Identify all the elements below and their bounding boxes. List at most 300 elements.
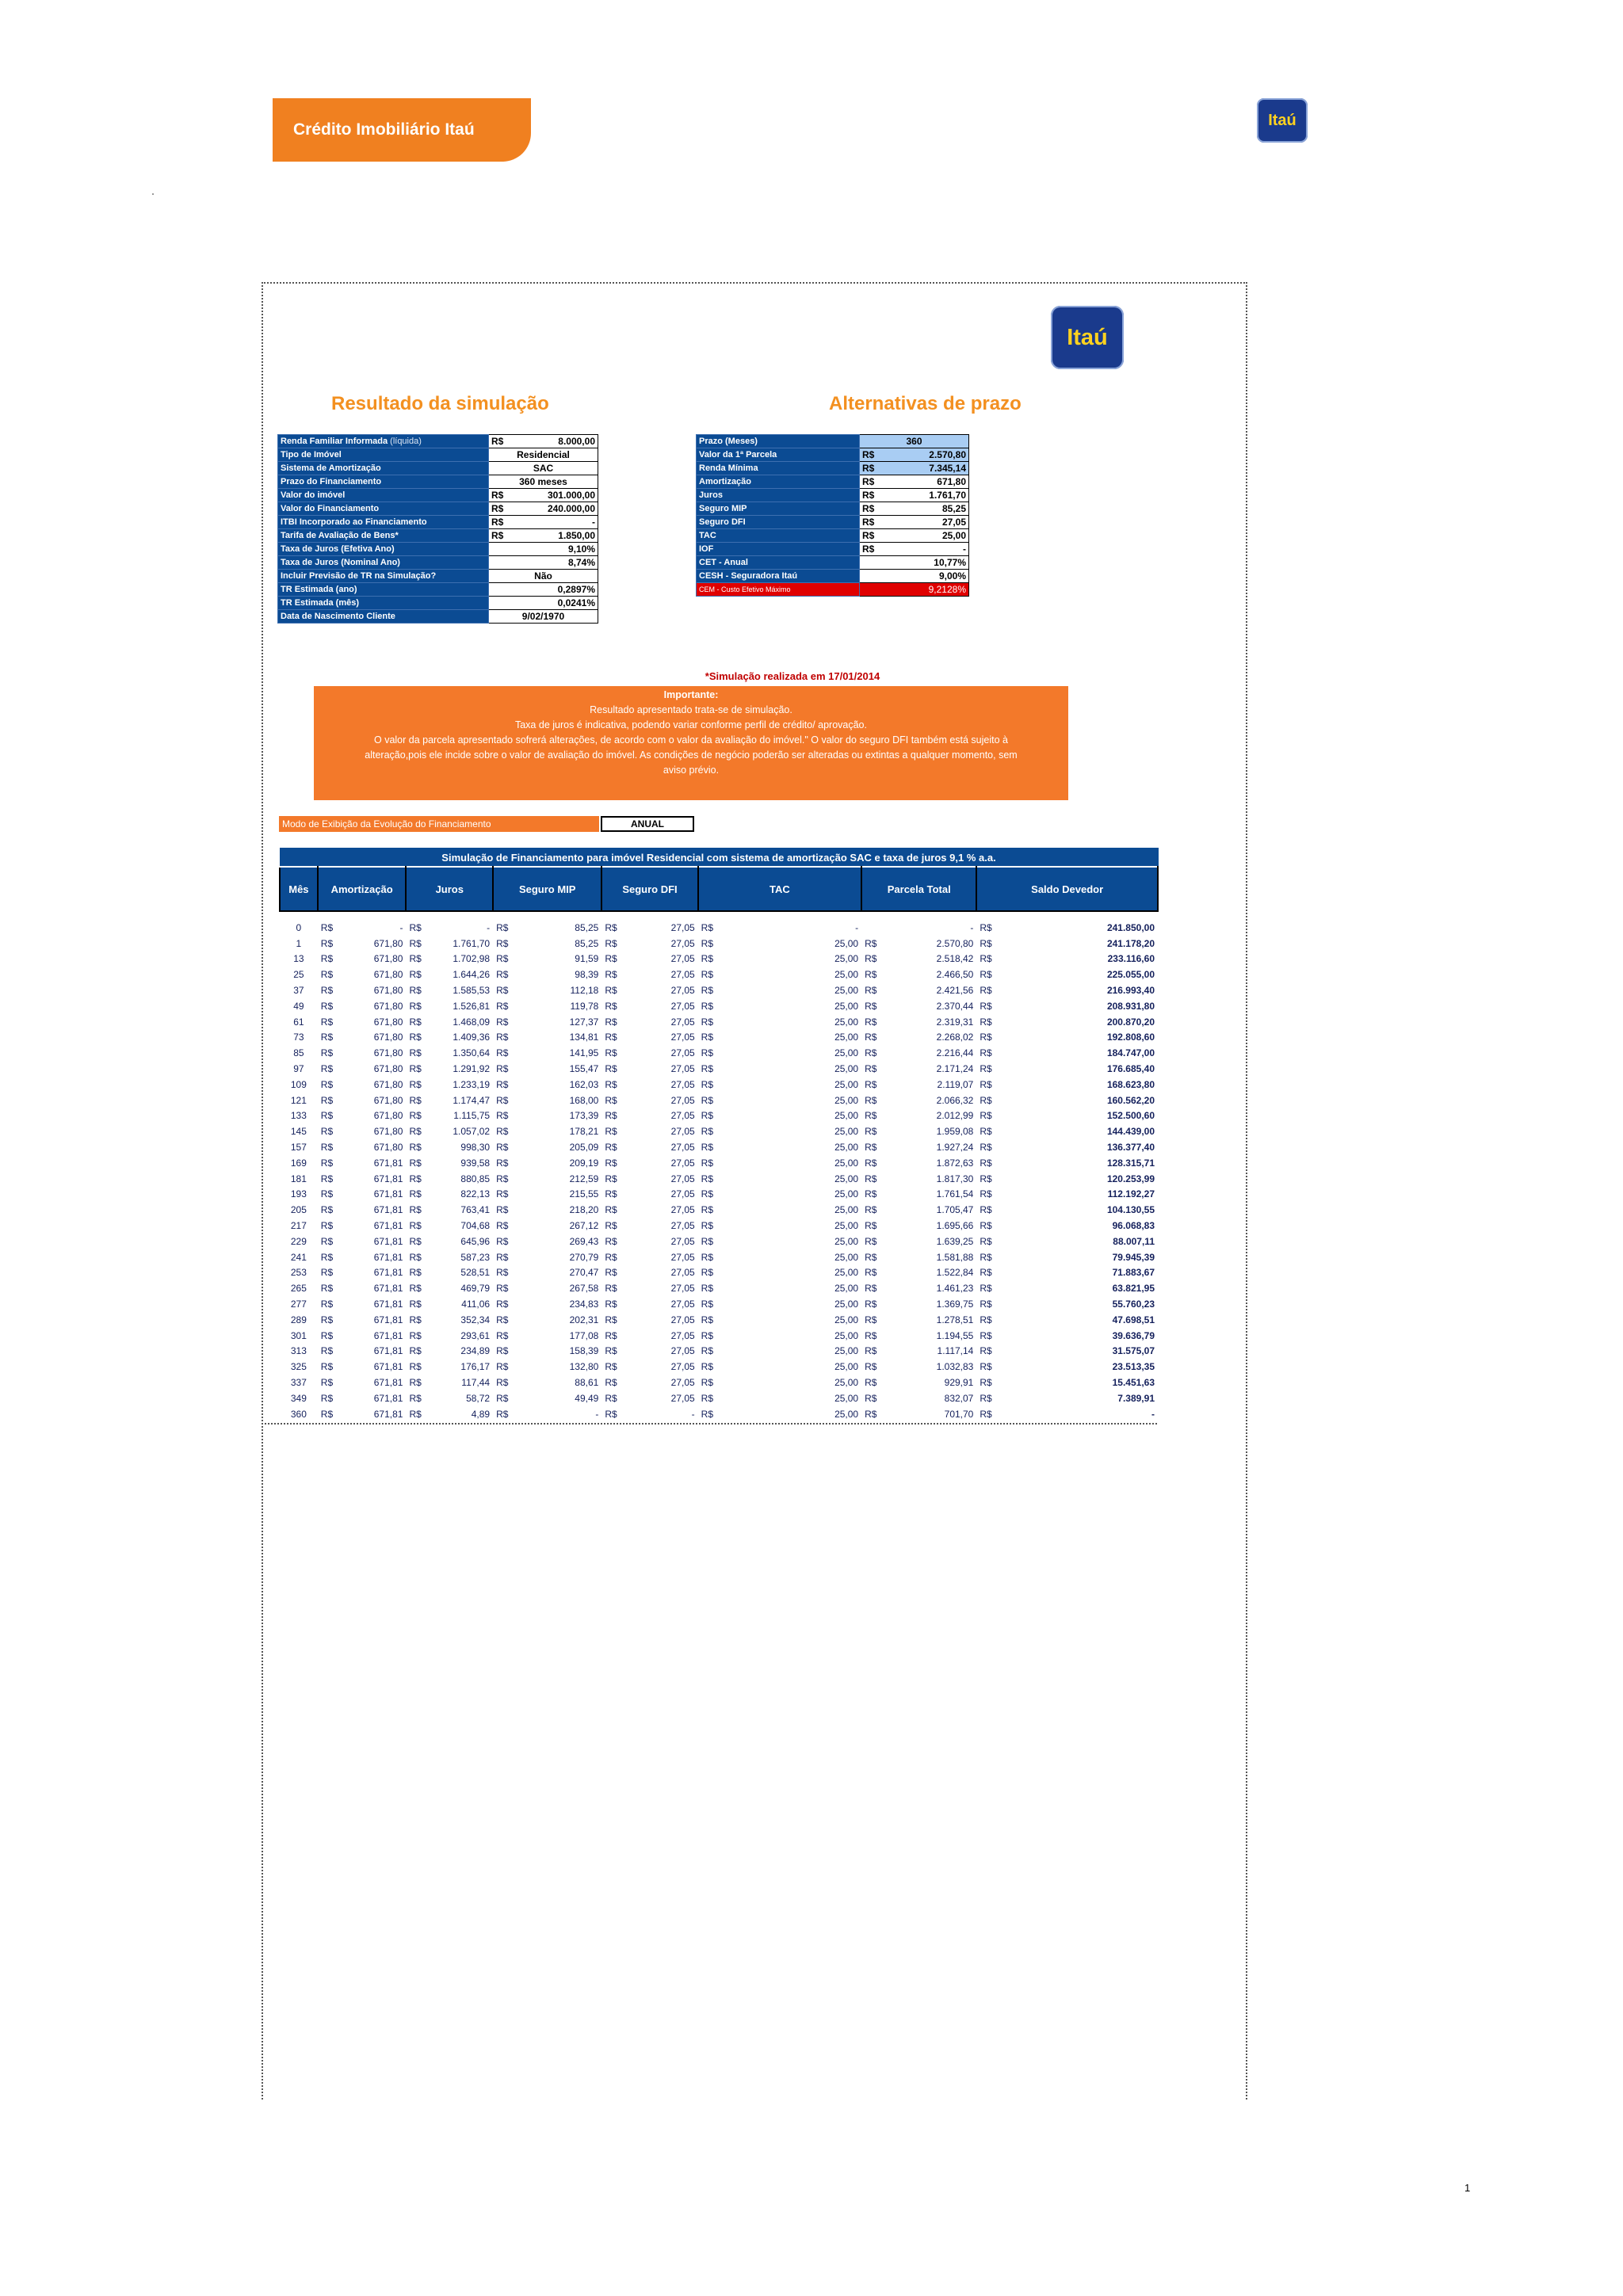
cell-juros: 1.702,98 <box>453 953 491 965</box>
currency-symbol: R$ <box>980 1345 992 1357</box>
currency-symbol: R$ <box>980 1032 992 1043</box>
cell-saldo-devedor: 144.439,00 <box>1106 1126 1155 1138</box>
currency-symbol: R$ <box>605 1000 617 1012</box>
currency-symbol: R$ <box>320 1078 334 1090</box>
currency-symbol: R$ <box>865 1283 877 1295</box>
currency-symbol: R$ <box>409 953 422 965</box>
currency-symbol: R$ <box>605 1204 617 1216</box>
currency-symbol: R$ <box>320 1047 334 1059</box>
alternativas-title: Alternativas de prazo <box>829 393 1022 414</box>
resultado-label <box>278 543 489 556</box>
currency-symbol: R$ <box>605 1235 617 1247</box>
currency-symbol: R$ <box>701 1204 714 1216</box>
cell-amortizacao: - <box>399 921 403 933</box>
alternativas-value: 1.761,70 <box>882 489 969 502</box>
currency-symbol: R$ <box>409 1157 422 1169</box>
cell-parcela-total: 1.959,08 <box>936 1126 974 1138</box>
cell-mes: 49 <box>293 1000 304 1012</box>
currency-symbol: R$ <box>409 1063 422 1075</box>
cell-juros: 1.057,02 <box>453 1126 491 1138</box>
currency-symbol: R$ <box>865 1361 877 1373</box>
cell-seguro-dfi: 27,05 <box>670 1314 695 1325</box>
col-header-saldo-devedor: Saldo Devedor <box>976 867 1158 911</box>
resultado-label-text: ITBI Incorporado ao Financiamento <box>281 517 427 527</box>
currency-symbol: R$ <box>980 1000 992 1012</box>
cell-parcela-total: 929,91 <box>944 1377 974 1388</box>
schedule-row <box>280 1406 1158 1422</box>
cell-mes: 61 <box>293 1016 304 1028</box>
currency-symbol: R$ <box>320 1000 334 1012</box>
currency-symbol: R$ <box>860 543 882 556</box>
resultado-value: 9,10% <box>489 543 598 556</box>
alternativas-label: Seguro DFI <box>697 516 860 529</box>
alternativas-row <box>697 556 969 570</box>
currency-symbol: R$ <box>409 1283 422 1295</box>
resultado-row <box>278 556 598 570</box>
schedule-row <box>280 1344 1158 1360</box>
currency-symbol: R$ <box>701 1329 714 1341</box>
col-header-juros: Juros <box>406 867 493 911</box>
currency-symbol: R$ <box>320 1283 334 1295</box>
cell-mes: 277 <box>290 1299 307 1310</box>
currency-symbol: R$ <box>409 1299 422 1310</box>
currency-symbol: R$ <box>865 1377 877 1388</box>
cell-amortizacao: 671,81 <box>373 1157 403 1169</box>
currency-symbol: R$ <box>701 1392 714 1404</box>
simulation-date: *Simulação realizada em 17/01/2014 <box>705 670 880 682</box>
currency-symbol: R$ <box>320 1204 334 1216</box>
cell-seguro-dfi: 27,05 <box>670 1329 695 1341</box>
schedule-title: Simulação de Financiamento para imóvel Residencial com sistema de amortização SAC e taxa de juros 9,1 % a.a. <box>280 849 1158 868</box>
cell-mes: 193 <box>290 1188 307 1200</box>
currency-symbol: R$ <box>496 1329 509 1341</box>
alternativas-value: 27,05 <box>882 516 969 529</box>
currency-symbol: R$ <box>320 1016 334 1028</box>
resultado-row <box>278 462 598 475</box>
cell-juros: 763,41 <box>460 1204 491 1216</box>
currency-symbol: R$ <box>496 1188 509 1200</box>
currency-symbol: R$ <box>865 1314 877 1325</box>
cell-mes: 229 <box>290 1235 307 1247</box>
cell-parcela-total: 2.518,42 <box>936 953 974 965</box>
currency-symbol: R$ <box>980 1329 992 1341</box>
cell-saldo-devedor: 152.500,60 <box>1106 1110 1155 1122</box>
currency-symbol: R$ <box>409 1173 422 1184</box>
cell-amortizacao: 671,80 <box>373 1063 403 1075</box>
cell-parcela-total: 1.695,66 <box>936 1220 974 1232</box>
schedule-row <box>280 1155 1158 1171</box>
alternativas-label: IOF <box>697 543 860 556</box>
currency-symbol: R$ <box>701 1078 714 1090</box>
currency-symbol: R$ <box>865 1078 877 1090</box>
cell-mes: 253 <box>290 1267 307 1279</box>
cell-saldo-devedor: 55.760,23 <box>1112 1299 1155 1310</box>
currency-symbol: R$ <box>701 1220 714 1232</box>
schedule-row <box>280 1390 1158 1406</box>
cell-saldo-devedor: 7.389,91 <box>1117 1392 1155 1404</box>
currency-symbol: R$ <box>605 1016 617 1028</box>
alternativas-table <box>696 434 969 597</box>
cell-mes: 217 <box>290 1220 307 1232</box>
cell-parcela-total: 1.117,14 <box>937 1345 974 1357</box>
currency-symbol: R$ <box>860 475 882 489</box>
resultado-value: 8.000,00 <box>511 435 598 448</box>
notice-heading: Importante: <box>663 689 719 700</box>
cell-juros: 1.585,53 <box>453 985 491 997</box>
notice-line: Resultado apresentado trata-se de simulação. <box>590 704 792 715</box>
cell-tac: 25,00 <box>834 1377 859 1388</box>
cell-mes: 265 <box>290 1283 307 1295</box>
header-title: Crédito Imobiliário Itaú <box>273 98 531 162</box>
currency-symbol: R$ <box>865 1392 877 1404</box>
currency-symbol: R$ <box>701 1000 714 1012</box>
alternativas-label: Juros <box>697 489 860 502</box>
resultado-label-text: Tarifa de Avaliação de Bens* <box>281 531 399 540</box>
currency-symbol: R$ <box>605 1032 617 1043</box>
currency-symbol: R$ <box>980 937 992 949</box>
currency-symbol: R$ <box>496 937 509 949</box>
cell-saldo-devedor: 112.192,27 <box>1107 1188 1155 1200</box>
schedule-row <box>280 1375 1158 1390</box>
cell-saldo-devedor: 128.315,71 <box>1106 1157 1155 1169</box>
cell-saldo-devedor: 96.068,83 <box>1112 1220 1155 1232</box>
currency-symbol: R$ <box>320 1032 334 1043</box>
cell-tac: 25,00 <box>834 1361 859 1373</box>
currency-symbol: R$ <box>865 1251 877 1263</box>
currency-symbol: R$ <box>496 1392 509 1404</box>
cell-mes: 325 <box>290 1361 307 1373</box>
currency-symbol: R$ <box>701 1047 714 1059</box>
currency-symbol: R$ <box>409 1016 422 1028</box>
itau-logo-small: Itaú <box>1257 98 1308 143</box>
schedule-row <box>280 1312 1158 1328</box>
schedule-row <box>280 1328 1158 1344</box>
currency-symbol: R$ <box>320 1408 334 1420</box>
cell-mes: 25 <box>293 969 304 981</box>
currency-symbol: R$ <box>980 1016 992 1028</box>
cell-juros: 1.409,36 <box>453 1032 491 1043</box>
alternativas-value: 7.345,14 <box>882 462 969 475</box>
cell-tac: 25,00 <box>834 1329 859 1341</box>
currency-symbol: R$ <box>320 1377 334 1388</box>
cell-juros: 1.115,75 <box>453 1110 491 1122</box>
frame-left-border <box>262 282 263 2100</box>
currency-symbol: R$ <box>496 1345 509 1357</box>
resultado-value: Não <box>489 570 598 583</box>
currency-symbol: R$ <box>865 1047 877 1059</box>
cell-amortizacao: 671,80 <box>373 937 403 949</box>
alternativas-label: CET - Anual <box>697 556 860 570</box>
cell-parcela-total: 2.268,02 <box>936 1032 974 1043</box>
cell-seguro-dfi: 27,05 <box>670 969 695 981</box>
cell-seguro-dfi: 27,05 <box>670 1188 695 1200</box>
currency-symbol: R$ <box>980 1220 992 1232</box>
schedule-row <box>280 1280 1158 1296</box>
cell-seguro-mip: 209,19 <box>569 1157 599 1169</box>
cell-saldo-devedor: 15.451,63 <box>1112 1377 1155 1388</box>
cell-seguro-mip: 141,95 <box>569 1047 599 1059</box>
schedule-row <box>280 936 1158 952</box>
cell-seguro-mip: 85,25 <box>575 921 599 933</box>
currency-symbol: R$ <box>320 985 334 997</box>
currency-symbol: R$ <box>865 1032 877 1043</box>
alternativas-label: Valor da 1ª Parcela <box>697 448 860 462</box>
currency-symbol: R$ <box>496 1142 509 1154</box>
currency-symbol: R$ <box>865 1110 877 1122</box>
cell-amortizacao: 671,80 <box>373 1016 403 1028</box>
cell-tac: 25,00 <box>834 1392 859 1404</box>
cell-seguro-dfi: 27,05 <box>670 1299 695 1310</box>
cell-mes: 289 <box>290 1314 307 1325</box>
resultado-label <box>278 529 489 543</box>
currency-symbol <box>861 920 880 936</box>
currency-symbol: R$ <box>865 1408 877 1420</box>
currency-symbol: R$ <box>496 985 509 997</box>
cell-saldo-devedor: 136.377,40 <box>1106 1142 1155 1154</box>
currency-symbol: R$ <box>701 1126 714 1138</box>
cell-parcela-total: 2.370,44 <box>936 1000 974 1012</box>
cell-parcela-total: 2.119,07 <box>937 1078 974 1090</box>
itau-logo-main: Itaú <box>1051 306 1124 369</box>
currency-symbol: R$ <box>605 1047 617 1059</box>
currency-symbol: R$ <box>496 1408 509 1420</box>
currency-symbol: R$ <box>980 1110 992 1122</box>
currency-symbol: R$ <box>865 1329 877 1341</box>
currency-symbol: R$ <box>409 969 422 981</box>
cell-tac: 25,00 <box>834 1188 859 1200</box>
currency-symbol: R$ <box>865 1000 877 1012</box>
currency-symbol: R$ <box>701 985 714 997</box>
display-mode-label: Modo de Exibição da Evolução do Financiamento <box>279 816 599 832</box>
currency-symbol: R$ <box>496 1173 509 1184</box>
currency-symbol: R$ <box>605 1157 617 1169</box>
cell-seguro-dfi: 27,05 <box>670 1142 695 1154</box>
cell-amortizacao: 671,81 <box>373 1220 403 1232</box>
resultado-title: Resultado da simulação <box>331 393 549 414</box>
cell-parcela-total: 1.927,24 <box>936 1142 974 1154</box>
cell-seguro-dfi: 27,05 <box>670 1016 695 1028</box>
cell-mes: 313 <box>290 1345 307 1357</box>
alternativas-label: CESH - Seguradora Itaú <box>697 570 860 583</box>
cell-juros: 1.174,47 <box>453 1094 491 1106</box>
cell-mes: 181 <box>290 1173 307 1184</box>
schedule-row <box>280 998 1158 1014</box>
currency-symbol: R$ <box>320 1267 334 1279</box>
cell-amortizacao: 671,81 <box>373 1299 403 1310</box>
currency-symbol: R$ <box>865 1173 877 1184</box>
resultado-row <box>278 502 598 516</box>
resultado-label <box>278 502 489 516</box>
cell-mes: 349 <box>290 1392 307 1404</box>
currency-symbol: R$ <box>605 1078 617 1090</box>
display-mode-select[interactable]: ANUAL <box>601 816 694 832</box>
currency-symbol: R$ <box>409 1408 422 1420</box>
schedule-row <box>280 1014 1158 1030</box>
alternativas-value: 2.570,80 <box>882 448 969 462</box>
cell-juros: 939,58 <box>460 1157 491 1169</box>
cell-saldo-devedor: 168.623,80 <box>1106 1078 1155 1090</box>
alternativas-row <box>697 475 969 489</box>
currency-symbol: R$ <box>701 1283 714 1295</box>
currency-symbol: R$ <box>980 921 992 933</box>
cell-amortizacao: 671,81 <box>373 1361 403 1373</box>
schedule-row <box>280 1139 1158 1155</box>
cell-amortizacao: 671,80 <box>373 1142 403 1154</box>
cell-juros: 998,30 <box>460 1142 491 1154</box>
cell-seguro-mip: 267,12 <box>569 1220 599 1232</box>
currency-symbol: R$ <box>320 1345 334 1357</box>
currency-symbol: R$ <box>496 1299 509 1310</box>
currency-symbol: R$ <box>605 1299 617 1310</box>
cell-seguro-dfi: 27,05 <box>670 937 695 949</box>
col-header-mes: Mês <box>280 867 318 911</box>
currency-symbol: R$ <box>980 1188 992 1200</box>
schedule-row <box>280 1061 1158 1077</box>
alternativas-value: 9,00% <box>860 570 969 583</box>
alternativas-row <box>697 448 969 462</box>
frame-right-border <box>1246 282 1247 2100</box>
cell-amortizacao: 671,80 <box>373 1078 403 1090</box>
cell-parcela-total: 1.461,23 <box>936 1283 974 1295</box>
cell-saldo-devedor: 160.562,20 <box>1106 1094 1155 1106</box>
alternativas-value: 360 <box>860 435 969 448</box>
cell-tac: 25,00 <box>834 1345 859 1357</box>
cell-parcela-total: 2.319,31 <box>936 1016 974 1028</box>
currency-symbol: R$ <box>980 1299 992 1310</box>
cell-seguro-dfi: 27,05 <box>670 953 695 965</box>
schedule-row <box>280 1108 1158 1124</box>
cell-mes: 37 <box>293 985 304 997</box>
cell-juros: 411,06 <box>461 1299 491 1310</box>
resultado-value: 240.000,00 <box>511 502 598 516</box>
currency-symbol: R$ <box>320 1142 334 1154</box>
currency-symbol: R$ <box>409 1235 422 1247</box>
schedule-row <box>280 1187 1158 1203</box>
resultado-label <box>278 597 489 610</box>
currency-symbol: R$ <box>605 1220 617 1232</box>
currency-symbol: R$ <box>605 921 617 933</box>
currency-symbol: R$ <box>409 1329 422 1341</box>
currency-symbol: R$ <box>701 1032 714 1043</box>
currency-symbol: R$ <box>605 1110 617 1122</box>
cell-amortizacao: 671,81 <box>373 1329 403 1341</box>
cell-parcela-total: - <box>970 921 974 933</box>
currency-symbol: R$ <box>320 1094 334 1106</box>
col-header-parcela-total: Parcela Total <box>861 867 976 911</box>
schedule-row <box>280 1359 1158 1375</box>
cell-mes: 0 <box>296 921 302 933</box>
cell-amortizacao: 671,81 <box>373 1173 403 1184</box>
cell-saldo-devedor: 192.808,60 <box>1106 1032 1155 1043</box>
cell-saldo-devedor: 216.993,40 <box>1106 985 1155 997</box>
resultado-label <box>278 448 489 462</box>
currency-symbol: R$ <box>605 1142 617 1154</box>
cell-seguro-mip: 162,03 <box>569 1078 599 1090</box>
currency-symbol: R$ <box>496 1094 509 1106</box>
currency-symbol: R$ <box>605 985 617 997</box>
cell-seguro-dfi: 27,05 <box>670 1126 695 1138</box>
cell-parcela-total: 2.216,44 <box>936 1047 974 1059</box>
currency-symbol: R$ <box>701 1361 714 1373</box>
resultado-row <box>278 543 598 556</box>
cell-mes: 337 <box>290 1377 307 1388</box>
resultado-value: SAC <box>489 462 598 475</box>
cell-saldo-devedor: - <box>1151 1408 1155 1420</box>
currency-symbol: R$ <box>860 502 882 516</box>
alternativas-value: 9,2128% <box>860 583 969 597</box>
cell-seguro-mip: 112,18 <box>570 985 599 997</box>
currency-symbol: R$ <box>860 462 882 475</box>
resultado-label <box>278 556 489 570</box>
currency-symbol: R$ <box>496 1063 509 1075</box>
currency-symbol: R$ <box>865 1188 877 1200</box>
currency-symbol: R$ <box>496 1032 509 1043</box>
cell-juros: 1.350,64 <box>453 1047 491 1059</box>
currency-symbol: R$ <box>320 1361 334 1373</box>
currency-symbol: R$ <box>701 1016 714 1028</box>
resultado-row <box>278 448 598 462</box>
currency-symbol: R$ <box>489 435 511 448</box>
currency-symbol: R$ <box>865 1345 877 1357</box>
resultado-table <box>277 434 598 624</box>
currency-symbol: R$ <box>320 1110 334 1122</box>
currency-symbol: R$ <box>701 1299 714 1310</box>
cell-seguro-dfi: - <box>691 1408 695 1420</box>
cell-seguro-mip: 177,08 <box>569 1329 599 1341</box>
resultado-label-text: Sistema de Amortização <box>281 463 381 473</box>
cell-amortizacao: 671,81 <box>373 1267 403 1279</box>
currency-symbol: R$ <box>701 1188 714 1200</box>
cell-seguro-dfi: 27,05 <box>670 1157 695 1169</box>
currency-symbol: R$ <box>701 1157 714 1169</box>
cell-mes: 145 <box>290 1126 307 1138</box>
cell-parcela-total: 1.581,88 <box>936 1251 974 1263</box>
cell-amortizacao: 671,80 <box>373 985 403 997</box>
currency-symbol: R$ <box>860 529 882 543</box>
resultado-label-text: Valor do imóvel <box>281 490 346 500</box>
cell-seguro-dfi: 27,05 <box>670 1063 695 1075</box>
schedule-row <box>280 1202 1158 1218</box>
cell-tac: 25,00 <box>834 1267 859 1279</box>
alternativas-value: 671,80 <box>882 475 969 489</box>
cell-juros: 1.644,26 <box>453 969 491 981</box>
currency-symbol: R$ <box>605 1408 617 1420</box>
cell-juros: 117,44 <box>461 1377 491 1388</box>
cell-mes: 109 <box>290 1078 307 1090</box>
cell-juros: 880,85 <box>460 1173 491 1184</box>
col-header-amortizacao: Amortização <box>318 867 407 911</box>
currency-symbol: R$ <box>701 1345 714 1357</box>
currency-symbol: R$ <box>496 1078 509 1090</box>
cell-amortizacao: 671,81 <box>373 1314 403 1325</box>
cell-saldo-devedor: 176.685,40 <box>1106 1063 1155 1075</box>
currency-symbol: R$ <box>320 1220 334 1232</box>
alternativas-label: CEM - Custo Efetivo Máximo <box>697 583 860 597</box>
currency-symbol: R$ <box>980 1094 992 1106</box>
schedule-row <box>280 1171 1158 1187</box>
schedule-row <box>280 1093 1158 1108</box>
notice-box <box>314 686 1068 800</box>
cell-tac: 25,00 <box>834 1235 859 1247</box>
cell-seguro-mip: 270,79 <box>569 1251 599 1263</box>
currency-symbol: R$ <box>701 1235 714 1247</box>
cell-seguro-mip: 155,47 <box>569 1063 599 1075</box>
alternativas-row <box>697 570 969 583</box>
cell-amortizacao: 671,81 <box>373 1235 403 1247</box>
cell-tac: 25,00 <box>834 1204 859 1216</box>
cell-tac: 25,00 <box>834 953 859 965</box>
cell-seguro-dfi: 27,05 <box>670 1078 695 1090</box>
